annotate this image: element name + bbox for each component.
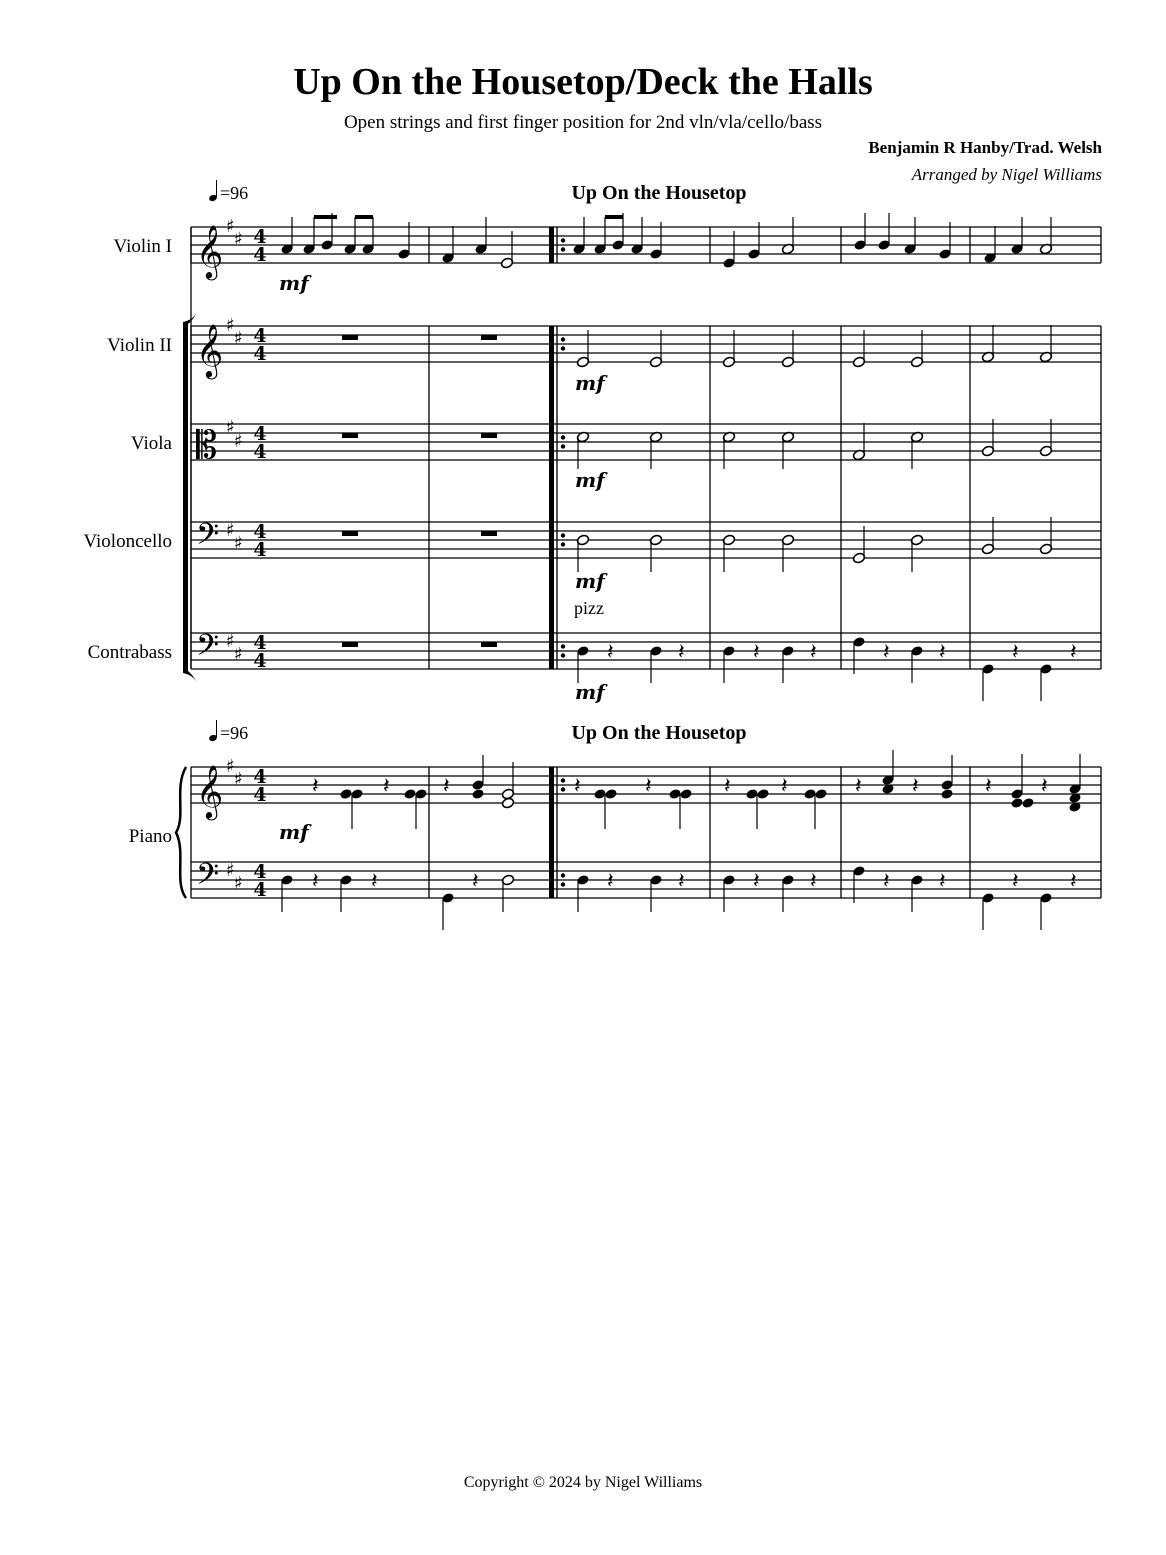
repeat-dot: [561, 873, 565, 877]
dynamic-marking: mf: [575, 371, 605, 395]
notehead: [339, 788, 353, 800]
thick-barline: [549, 227, 554, 263]
notehead: [814, 788, 828, 800]
repeat-dot: [561, 787, 565, 791]
notehead: [940, 788, 954, 800]
repeat-dot: [561, 247, 565, 251]
bracket: [183, 322, 188, 673]
sharp-icon: ♯: [226, 520, 235, 541]
quarter-rest: 𝄽: [883, 869, 890, 894]
sharp-icon: ♯: [234, 873, 243, 894]
quarter-rest: 𝄽: [607, 869, 614, 894]
repeat-dot: [561, 346, 565, 350]
repeat-dot: [561, 653, 565, 657]
dynamic-marking: mf: [575, 468, 605, 492]
repeat-dot: [561, 435, 565, 439]
label-cello: Violoncello: [83, 531, 172, 552]
label-piano: Piano: [128, 826, 172, 847]
quarter-rest: 𝄽: [607, 640, 614, 665]
beam: [314, 215, 337, 219]
bracket-hook: [183, 671, 197, 683]
quarter-rest: 𝄽: [312, 774, 319, 799]
time-signature: 4: [253, 423, 267, 445]
notehead: [1010, 797, 1024, 809]
dynamic-marking: mf: [279, 271, 309, 295]
sharp-icon: ♯: [226, 631, 235, 652]
sharp-icon: ♯: [226, 860, 235, 881]
time-signature: 4: [253, 861, 267, 883]
time-signature: 4: [253, 226, 267, 248]
quarter-rest: 𝄽: [472, 869, 479, 894]
quarter-rest: 𝄽: [753, 869, 760, 894]
quarter-rest: 𝄽: [1012, 640, 1019, 665]
copyright: Copyright © 2024 by Nigel Williams: [463, 1474, 703, 1491]
time-signature: 4: [253, 539, 267, 561]
quarter-rest: 𝄽: [645, 774, 652, 799]
label-violin-1: Violin I: [113, 236, 172, 257]
whole-rest: [481, 433, 497, 438]
quarter-rest: 𝄽: [371, 869, 378, 894]
notehead: [604, 788, 618, 800]
clef: 𝄢: [196, 518, 220, 559]
quarter-rest: 𝄽: [1041, 774, 1048, 799]
quarter-rest: 𝄽: [312, 869, 319, 894]
whole-rest: [342, 642, 358, 647]
clef: 𝄢: [196, 858, 220, 899]
whole-rest: [481, 642, 497, 647]
notehead: [679, 788, 693, 800]
tempo-text: =96: [220, 723, 249, 743]
time-signature: 4: [253, 244, 267, 266]
notehead: [471, 788, 485, 800]
quarter-rest: 𝄽: [855, 774, 862, 799]
dynamic-marking: mf: [575, 569, 605, 593]
sharp-icon: ♯: [234, 769, 243, 790]
tempo-mark-piano: [208, 720, 248, 743]
repeat-dot: [561, 533, 565, 537]
sharp-icon: ♯: [234, 431, 243, 452]
clef: 𝄞: [196, 224, 224, 278]
label-contrabass: Contrabass: [87, 642, 172, 663]
quarter-rest: 𝄽: [939, 869, 946, 894]
repeat-dot: [561, 444, 565, 448]
time-signature: 4: [253, 879, 267, 901]
quarter-rest: 𝄽: [810, 640, 817, 665]
notehead: [501, 797, 515, 809]
notehead: [756, 788, 770, 800]
quarter-rest: 𝄽: [678, 640, 685, 665]
time-signature: 4: [253, 521, 267, 543]
thick-barline: [549, 326, 554, 669]
sharp-icon: ♯: [234, 328, 243, 349]
beam: [605, 215, 623, 219]
section-heading: Up On the Housetop: [571, 182, 747, 204]
quarter-rest: 𝄽: [985, 774, 992, 799]
repeat-dot: [561, 644, 565, 648]
sharp-icon: ♯: [226, 417, 235, 438]
system-brackets: [176, 312, 197, 898]
quarter-rest: 𝄽: [939, 640, 946, 665]
sharp-icon: ♯: [234, 229, 243, 250]
time-signature: 4: [253, 325, 267, 347]
whole-rest: [342, 433, 358, 438]
repeat-dot: [561, 778, 565, 782]
quarter-rest: 𝄽: [781, 774, 788, 799]
sharp-icon: ♯: [226, 216, 235, 237]
repeat-dot: [561, 542, 565, 546]
notes: [280, 213, 1082, 930]
sharp-icon: ♯: [226, 756, 235, 777]
quarter-rest: 𝄽: [1012, 869, 1019, 894]
time-signature: 4: [253, 632, 267, 654]
score-subtitle: Open strings and first finger position for 2nd vln/vla/cello/bass: [343, 112, 823, 133]
section-heading: Up On the Housetop: [571, 722, 747, 744]
key-signatures: [226, 216, 243, 894]
clef: 𝄞: [196, 323, 224, 377]
score-title: Up On the Housetop/Deck the Halls: [293, 61, 873, 103]
tempo-text: =96: [220, 183, 249, 203]
bracket-hook: [183, 312, 197, 324]
time-signature: 4: [253, 766, 267, 788]
time-signature: 4: [253, 784, 267, 806]
label-viola: Viola: [130, 433, 172, 454]
thick-barline: [549, 767, 554, 898]
clef: 𝄢: [196, 629, 220, 670]
tempo-mark-top: [208, 180, 248, 203]
quarter-rest: 𝄽: [724, 774, 731, 799]
notehead: [403, 788, 417, 800]
time-signatures: [253, 226, 266, 901]
quarter-rest: 𝄽: [1070, 640, 1077, 665]
dynamic-marking: mf: [575, 680, 605, 704]
quarter-rest: 𝄽: [1070, 869, 1077, 894]
quarter-rest: 𝄽: [810, 869, 817, 894]
clef: 𝄡: [196, 423, 218, 467]
pizz-marking: pizz: [574, 598, 604, 618]
beam: [355, 215, 373, 219]
sharp-icon: ♯: [226, 315, 235, 336]
whole-rest: [481, 531, 497, 536]
quarter-rest: 𝄽: [574, 774, 581, 799]
quarter-rest: 𝄽: [883, 640, 890, 665]
notehead: [1021, 797, 1035, 809]
piano-brace: [176, 767, 186, 898]
dynamic-marking: mf: [279, 820, 309, 844]
quarter-rest: 𝄽: [753, 640, 760, 665]
composer: Benjamin R Hanby/Trad. Welsh: [868, 138, 1102, 157]
sharp-icon: ♯: [234, 533, 243, 554]
label-violin-2: Violin II: [107, 335, 172, 356]
repeat-dot: [561, 337, 565, 341]
whole-rest: [481, 335, 497, 340]
repeat-dot: [561, 882, 565, 886]
clefs: [196, 224, 223, 899]
time-signature: 4: [253, 441, 267, 463]
quarter-rest: 𝄽: [383, 774, 390, 799]
time-signature: 4: [253, 650, 267, 672]
time-signature: 4: [253, 343, 267, 365]
whole-rest: [342, 531, 358, 536]
whole-rest: [342, 335, 358, 340]
sharp-icon: ♯: [234, 644, 243, 665]
quarter-rest: 𝄽: [678, 869, 685, 894]
repeat-dot: [561, 238, 565, 242]
quarter-rest: 𝄽: [443, 774, 450, 799]
arranger: Arranged by Nigel Williams: [911, 165, 1102, 184]
quarter-rest: 𝄽: [912, 774, 919, 799]
clef: 𝄞: [196, 764, 224, 818]
